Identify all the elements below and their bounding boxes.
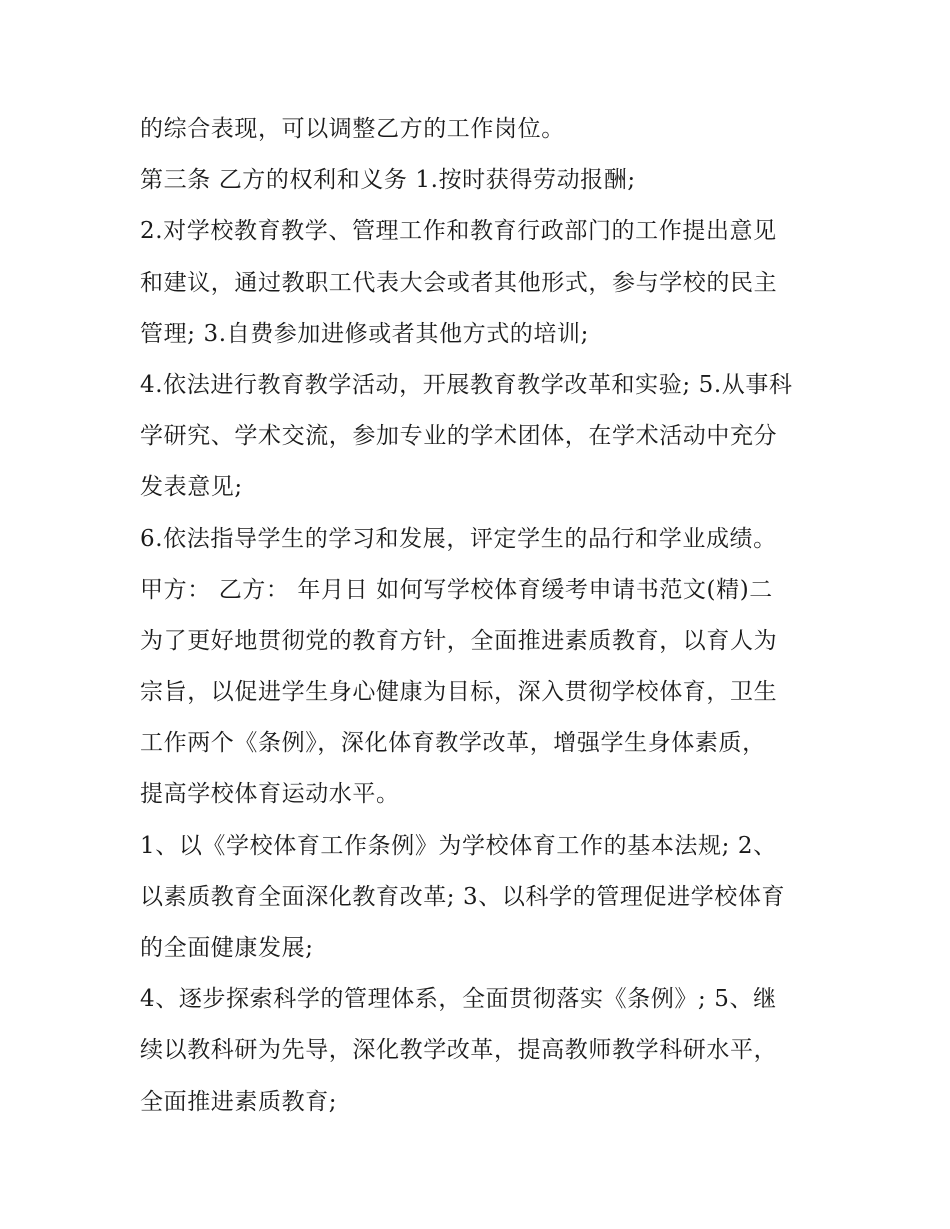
text-line: 甲方： 乙方： 年月日 如何写学校体育缓考申请书范文(精)二 bbox=[140, 576, 773, 603]
text-line: 2.对学校教育教学、管理工作和教育行政部门的工作提出意见 bbox=[140, 218, 777, 245]
text-line: 全面推进素质教育; bbox=[140, 1088, 338, 1115]
text-line: 管理; 3.自费参加进修或者其他方式的培训; bbox=[140, 320, 589, 347]
document-body bbox=[140, 104, 820, 1128]
text-line: 续以教科研为先导，深化教学改革，提高教师教学科研水平， bbox=[140, 1037, 778, 1064]
text-line: 学研究、学术交流，参加专业的学术团体，在学术活动中充分 bbox=[140, 423, 778, 450]
text-line: 提高学校体育运动水平。 bbox=[140, 781, 400, 808]
text-line: 第三条 乙方的权利和义务 1.按时获得劳动报酬; bbox=[140, 167, 636, 194]
text-line: 以素质教育全面深化教育改革; 3、以科学的管理促进学校体育 bbox=[140, 883, 786, 910]
text-line: 发表意见; bbox=[140, 474, 243, 501]
text-line: 为了更好地贯彻党的教育方针，全面推进素质教育，以育人为 bbox=[140, 627, 778, 654]
text-line: 4、逐步探索科学的管理体系，全面贯彻落实《条例》; 5、继 bbox=[140, 986, 777, 1013]
text-line: 宗旨，以促进学生身心健康为目标，深入贯彻学校体育，卫生 bbox=[140, 679, 778, 706]
text-line: 1、以《学校体育工作条例》为学校体育工作的基本法规; 2、 bbox=[140, 832, 777, 859]
text-line: 和建议，通过教职工代表大会或者其他形式，参与学校的民主 bbox=[140, 269, 778, 296]
text-line: 6.依法指导学生的学习和发展，评定学生的品行和学业成绩。 bbox=[140, 525, 777, 552]
text-line: 的全面健康发展; bbox=[140, 935, 314, 961]
text-line: 的综合表现，可以调整乙方的工作岗位。 bbox=[140, 116, 565, 142]
text-line: 4.依法进行教育教学活动，开展教育教学改革和实验; 5.从事科 bbox=[140, 371, 793, 398]
text-line: 工作两个《条例》，深化体育教学改革，增强学生身体素质， bbox=[140, 730, 766, 757]
